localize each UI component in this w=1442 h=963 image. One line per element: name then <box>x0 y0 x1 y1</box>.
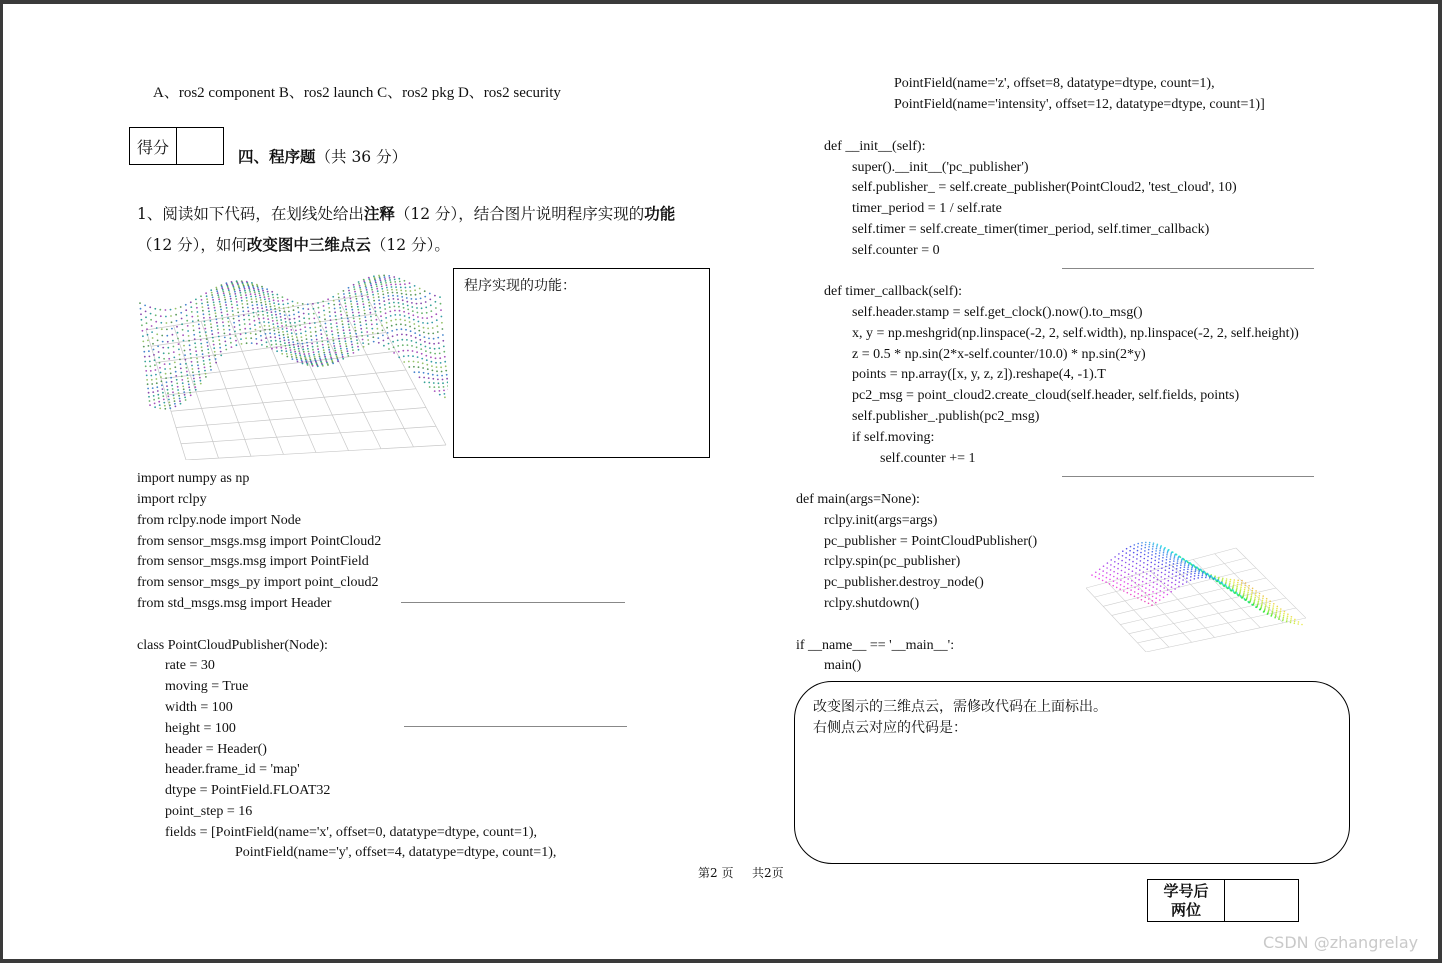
watermark: CSDN @zhangrelay <box>1263 933 1419 952</box>
student-id-box <box>1147 879 1299 922</box>
code-line: moving = True <box>165 679 249 694</box>
frame-bottom <box>0 959 1442 963</box>
code-line: if __name__ == '__main__': <box>796 638 955 653</box>
code-line: rclpy.spin(pc_publisher) <box>824 554 961 569</box>
code-line: fields = [PointField(name='x', offset=0, datatype=dtype, count=1), <box>165 825 538 840</box>
code-line: dtype = PointField.FLOAT32 <box>165 783 331 798</box>
question-line1 <box>137 202 675 224</box>
code-line: def main(args=None): <box>796 492 920 507</box>
code-line: height = 100 <box>165 721 236 736</box>
question-part1: 1、阅读如下代码，在划线处给出 <box>137 205 364 223</box>
question-part2: （12 分），结合图片说明程序实现的 <box>394 205 645 223</box>
code-line: def timer_callback(self): <box>824 284 962 299</box>
section-title <box>238 145 407 167</box>
code-line: if self.moving: <box>852 430 935 445</box>
page-number: 第2 页 <box>698 866 734 880</box>
code-line: x, y = np.meshgrid(np.linspace(-2, 2, self.width), np.linspace(-2, 2, self.height)) <box>852 326 1299 341</box>
frame-top <box>0 0 1442 4</box>
code-line: rclpy.init(args=args) <box>824 513 938 528</box>
keyword-change-cloud: 改变图中三维点云 <box>246 235 371 254</box>
code-line: rate = 30 <box>165 658 215 673</box>
blank-underline <box>401 602 625 603</box>
blank-underline <box>404 726 627 727</box>
code-line: def __init__(self): <box>824 139 926 154</box>
question-part3: （12 分），如何 <box>137 236 247 254</box>
code-line: width = 100 <box>165 700 233 715</box>
code-line: self.counter = 0 <box>852 243 940 258</box>
code-line: self.publisher_ = self.create_publisher(PointCloud2, 'test_cloud', 10) <box>852 180 1237 195</box>
code-line: super().__init__('pc_publisher') <box>852 160 1029 175</box>
page-total: 共2页 <box>752 866 784 880</box>
code-line: class PointCloudPublisher(Node): <box>137 638 328 653</box>
code-line: import numpy as np <box>137 471 250 486</box>
question-part4: （12 分）。 <box>370 236 450 254</box>
frame-right <box>1438 0 1442 963</box>
header-options: A、ros2 component B、ros2 launch C、ros2 pkg D、ros2 security <box>153 85 561 101</box>
code-line: z = 0.5 * np.sin(2*x-self.counter/10.0) * np.sin(2*y) <box>852 347 1146 362</box>
code-line: from sensor_msgs.msg import PointField <box>137 554 369 569</box>
code-line: header.frame_id = 'map' <box>165 762 300 777</box>
change-cloud-answer-box <box>794 681 1350 864</box>
section-points: （共 36 分） <box>315 148 408 166</box>
student-id-blank <box>1225 880 1298 921</box>
score-label: 得分 <box>130 128 177 164</box>
score-blank <box>177 128 223 164</box>
score-box <box>129 127 224 165</box>
code-line: import rclpy <box>137 492 207 507</box>
keyword-function: 功能 <box>644 204 676 223</box>
function-label: 程序实现的功能： <box>464 278 576 294</box>
code-line: PointField(name='y', offset=4, datatype=dtype, count=1), <box>235 845 557 860</box>
code-line: pc_publisher.destroy_node() <box>824 575 984 590</box>
point-cloud-figure-right <box>1086 528 1306 652</box>
keyword-annotation: 注释 <box>363 204 395 223</box>
question-line2 <box>137 233 450 255</box>
code-line: from std_msgs.msg import Header <box>137 596 332 611</box>
student-id-label-line2: 两位 <box>1170 900 1201 919</box>
code-line: from sensor_msgs.msg import PointCloud2 <box>137 534 382 549</box>
section-title-text: 四、程序题 <box>238 147 316 166</box>
code-line: self.header.stamp = self.get_clock().now().to_msg() <box>852 305 1143 320</box>
code-line: PointField(name='intensity', offset=12, datatype=dtype, count=1)] <box>894 97 1265 112</box>
code-line: timer_period = 1 / self.rate <box>852 201 1002 216</box>
answer-line1: 改变图示的三维点云，需修改代码在上面标出。 <box>813 699 1107 715</box>
code-line: pc_publisher = PointCloudPublisher() <box>824 534 1038 549</box>
code-line: from sensor_msgs_py import point_cloud2 <box>137 575 379 590</box>
student-id-label-line1: 学号后 <box>1163 881 1209 900</box>
point-cloud-figure-left <box>136 270 448 460</box>
student-id-label <box>1148 880 1225 921</box>
code-line: PointField(name='z', offset=8, datatype=dtype, count=1), <box>894 76 1215 91</box>
code-line: from rclpy.node import Node <box>137 513 301 528</box>
code-line: self.counter += 1 <box>880 451 976 466</box>
code-line: points = np.array([x, y, z, z]).reshape(4, -1).T <box>852 367 1106 382</box>
function-answer-box <box>453 268 710 458</box>
code-line: point_step = 16 <box>165 804 253 819</box>
frame-left <box>0 0 3 963</box>
code-line: header = Header() <box>165 742 267 757</box>
answer-line2: 右侧点云对应的代码是： <box>813 720 967 736</box>
code-line: pc2_msg = point_cloud2.create_cloud(self.header, self.fields, points) <box>852 388 1240 403</box>
blank-underline <box>1062 476 1314 477</box>
code-line: self.publisher_.publish(pc2_msg) <box>852 409 1040 424</box>
code-line: self.timer = self.create_timer(timer_period, self.timer_callback) <box>852 222 1210 237</box>
blank-underline <box>1062 268 1314 269</box>
code-line: rclpy.shutdown() <box>824 596 920 611</box>
code-line: main() <box>824 658 862 673</box>
